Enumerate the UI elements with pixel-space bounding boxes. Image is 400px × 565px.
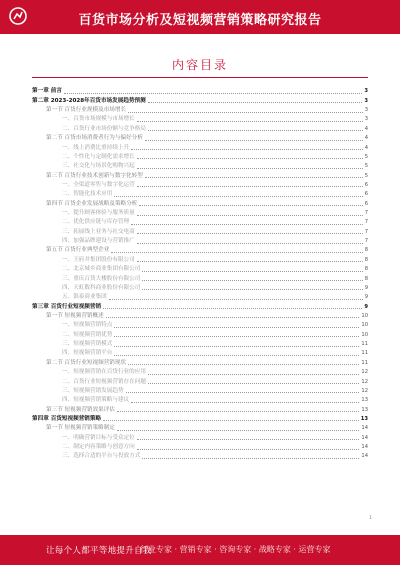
toc-entry-title: 二、短视频营销优势: [62, 331, 113, 338]
toc-leader-dots: [117, 411, 359, 412]
document-title: 百货市场分析及短视频营销策略研究报告: [78, 13, 322, 28]
toc-leader-dots: [131, 149, 363, 150]
toc-entry-title: 四、短视频营销平台: [62, 350, 113, 357]
toc-leader-dots: [114, 196, 362, 197]
toc-entry-page: 10: [361, 322, 368, 329]
toc-leader-dots: [64, 93, 362, 94]
toc-entry-title: 五、银泰商业集团: [62, 294, 107, 301]
toc-entry-title: 第一节 短视频营销策略制定: [46, 425, 115, 432]
toc-entry-title: 第四节 百货企业发展战略及策略分析: [46, 200, 138, 207]
toc-entry-title: 三、短视频营销模式: [62, 341, 113, 348]
toc-leader-dots: [137, 449, 360, 450]
toc-entry[interactable]: [32, 414, 368, 423]
toc-leader-dots: [148, 374, 359, 375]
toc-entry[interactable]: [32, 386, 368, 395]
toc-leader-dots: [148, 383, 359, 384]
toc-entry-title: 一、全渠道零售与数字化运营: [62, 181, 135, 188]
footer-tags: 行业专家 · 营销专家 · 咨询专家 · 战略专家 · 运营专家: [140, 545, 331, 554]
toc-entry-page: 8: [364, 247, 368, 254]
toc-entry-title: 三、短视频营销发展趋势: [62, 387, 124, 394]
toc-entry-page: 14: [361, 453, 368, 460]
toc-entry-title: 一、短视频营销在百货行业的应用: [62, 369, 146, 376]
toc-entry-page: 3: [364, 88, 368, 95]
toc-entry-title: 一、王府井集团股份有限公司: [62, 256, 135, 263]
toc-leader-dots: [142, 280, 362, 281]
toc-entry[interactable]: [32, 208, 368, 217]
toc-entry[interactable]: [32, 395, 368, 404]
toc-entry-title: 三、社交化与场景化购物兴起: [62, 163, 135, 170]
toc-leader-dots: [114, 327, 359, 328]
toc-leader-dots: [114, 355, 359, 356]
toc-leader-dots: [137, 261, 363, 262]
footer-banner: [0, 535, 400, 565]
toc-entry-title: 第三节 短视频营销效果评估: [46, 406, 115, 413]
toc-entry-title: 二、制定内容策略与创意方向: [62, 444, 135, 451]
toc-entry[interactable]: [32, 236, 368, 245]
toc-entry[interactable]: [32, 198, 368, 207]
toc-entry-title: 四、短视频营销策略与建议: [62, 397, 130, 404]
toc-leader-dots: [145, 177, 363, 178]
toc-entry[interactable]: [32, 170, 368, 179]
toc-entry[interactable]: [32, 133, 368, 142]
page-number: 1: [369, 516, 372, 521]
toc-entry-page: 7: [364, 238, 368, 245]
toc-leader-dots: [142, 458, 359, 459]
toc-entry[interactable]: [32, 442, 368, 451]
toc-entry[interactable]: [32, 161, 368, 170]
toc-entry-title: 第一章 前言: [32, 88, 62, 95]
toc-entry[interactable]: [32, 123, 368, 132]
toc-entry-title: 二、北京城乡商业集团有限公司: [62, 266, 141, 273]
toc-entry-page: 14: [361, 425, 368, 432]
toc-entry-page: 9: [364, 294, 368, 301]
toc-leader-dots: [137, 233, 363, 234]
toc-entry[interactable]: [32, 432, 368, 441]
toc-leader-dots: [137, 168, 363, 169]
toc-entry-page: 10: [361, 331, 368, 338]
toc-entry-page: 13: [360, 415, 368, 422]
toc-leader-dots: [128, 112, 363, 113]
toc-entry-page: 13: [361, 406, 368, 413]
toc-entry[interactable]: [32, 254, 368, 263]
toc-entry-page: 8: [364, 266, 368, 273]
toc-entry-page: 7: [364, 228, 368, 235]
toc-entry-title: 三、拓展线上业务与社交电商: [62, 228, 135, 235]
toc-entry[interactable]: [32, 329, 368, 338]
toc-entry-page: 14: [361, 444, 368, 451]
toc-entry-page: 11: [361, 341, 368, 348]
toc-entry-page: 8: [364, 275, 368, 282]
toc-entry[interactable]: [32, 367, 368, 376]
toc-entry-title: 第二节 百货市场消费者行为与偏好分析: [46, 135, 143, 142]
toc-entry-page: 10: [361, 312, 368, 319]
toc-entry-page: 7: [364, 210, 368, 217]
toc-entry-page: 4: [364, 125, 368, 132]
toc-leader-dots: [128, 364, 359, 365]
toc-entry-page: 11: [361, 350, 368, 357]
toc-entry-page: 3: [364, 107, 368, 114]
toc-entry-page: 8: [364, 256, 368, 263]
toc-entry-page: 6: [364, 181, 368, 188]
toc-entry-title: 四、加强品牌建设与营销推广: [62, 238, 135, 245]
toc-entry[interactable]: [32, 273, 368, 282]
toc-entry[interactable]: [32, 311, 368, 320]
toc-leader-dots: [148, 130, 363, 131]
toc-entry[interactable]: [32, 339, 368, 348]
toc-entry[interactable]: [32, 357, 368, 366]
toc-entry-title: 第五节 百货行业典型企业: [46, 247, 110, 254]
toc-entry-page: 5: [364, 163, 368, 170]
toc-entry[interactable]: [32, 114, 368, 123]
toc-entry-title: 一、提升顾客体验与服务质量: [62, 210, 135, 217]
toc-entry-page: 9: [364, 303, 368, 310]
toc-entry-page: 12: [361, 387, 368, 394]
toc-entry-title: 第二章 2023-2028年百货市场发展趋势预测: [32, 97, 146, 104]
toc-entry[interactable]: [32, 264, 368, 273]
toc-leader-dots: [103, 308, 362, 309]
toc-entry[interactable]: [32, 451, 368, 460]
toc-leader-dots: [114, 336, 359, 337]
toc-entry-title: 二、百货行业短视频营销存在问题: [62, 378, 146, 385]
toc-leader-dots: [106, 317, 360, 318]
heading-divider: [32, 77, 368, 78]
toc-entry-page: 3: [364, 97, 368, 104]
toc-leader-dots: [131, 402, 359, 403]
toc-entry-title: 二、智能化技术应用: [62, 191, 113, 198]
toc-entry-page: 12: [361, 378, 368, 385]
toc-leader-dots: [137, 186, 363, 187]
toc-entry[interactable]: [32, 180, 368, 189]
toc-entry-title: 二、优化供应链与库存管理: [62, 219, 130, 226]
toc-leader-dots: [137, 215, 363, 216]
toc-leader-dots: [137, 439, 360, 440]
toc-entry[interactable]: [32, 301, 368, 310]
toc-leader-dots: [137, 243, 363, 244]
toc-entry-title: 二、百货行业市场份额与竞争格局: [62, 125, 146, 132]
toc-entry[interactable]: [32, 217, 368, 226]
toc-entry-title: 一、短视频营销特点: [62, 322, 113, 329]
toc-entry-page: 12: [361, 369, 368, 376]
toc-entry-title: 第三章 百货行业短视频营销: [32, 303, 102, 310]
toc-leader-dots: [139, 205, 362, 206]
toc-entry-page: 5: [364, 153, 368, 160]
toc-leader-dots: [126, 392, 360, 393]
toc-leader-dots: [114, 346, 359, 347]
toc-leader-dots: [103, 420, 359, 421]
toc-leader-dots: [148, 102, 363, 103]
toc-entry[interactable]: [32, 320, 368, 329]
toc-heading: 内容目录: [171, 58, 228, 72]
toc-entry-title: 第三节 百货行业技术创新与数字化转型: [46, 172, 143, 179]
toc-entry[interactable]: [32, 95, 368, 104]
toc-entry-title: 一、明确营销目标与受众定位: [62, 434, 135, 441]
toc-entry-page: 4: [364, 135, 368, 142]
toc-entry-title: 第一节 短视频营销概述: [46, 312, 104, 319]
toc-entry-page: 11: [361, 359, 368, 366]
toc-entry[interactable]: [32, 152, 368, 161]
toc-leader-dots: [142, 289, 362, 290]
toc-entry-title: 三、选择合适的平台与投放方式: [62, 453, 141, 460]
toc-leader-dots: [109, 299, 363, 300]
toc-leader-dots: [137, 158, 363, 159]
toc-entry[interactable]: [32, 292, 368, 301]
toc-entry-page: 6: [364, 191, 368, 198]
toc-entry-title: 三、重庆百货大楼股份有限公司: [62, 275, 141, 282]
toc-entry-page: 6: [364, 200, 368, 207]
toc-entry[interactable]: [32, 189, 368, 198]
toc-leader-dots: [145, 140, 363, 141]
toc-entry-page: 5: [364, 172, 368, 179]
toc-entry[interactable]: [32, 226, 368, 235]
toc-entry-title: 四、天虹数科商业股份有限公司: [62, 284, 141, 291]
toc-entry-title: 一、线上消费比重持续上升: [62, 144, 130, 151]
toc-leader-dots: [137, 121, 363, 122]
toc-entry-page: 3: [364, 116, 368, 123]
toc-entry[interactable]: [32, 142, 368, 151]
toc-entry-title: 第一节 百货行业规模及市场增长: [46, 107, 127, 114]
toc-entry-page: 14: [361, 434, 368, 441]
toc-entry-title: 二、个性化与定制化需求增长: [62, 153, 135, 160]
toc-entry-page: 7: [364, 219, 368, 226]
toc-entry-page: 13: [361, 397, 368, 404]
toc-entry-page: 4: [364, 144, 368, 151]
toc-leader-dots: [117, 430, 359, 431]
toc-entry-title: 第二节 百货行业短视频营销现状: [46, 359, 127, 366]
toc-entry[interactable]: [32, 245, 368, 254]
toc-leader-dots: [131, 224, 363, 225]
toc-entry[interactable]: [32, 376, 368, 385]
toc-entry-title: 一、百货市场规模与市场增长: [62, 116, 135, 123]
toc-leader-dots: [111, 252, 362, 253]
toc-entry[interactable]: [32, 105, 368, 114]
toc-entry-page: 9: [364, 284, 368, 291]
footer-slogan: 让每个人都平等地提升自我: [46, 546, 152, 556]
toc-entry[interactable]: [32, 86, 368, 95]
header-banner: [0, 0, 400, 34]
toc-entry-title: 第四章 百货短视频营销策略: [32, 415, 102, 422]
toc-entry[interactable]: [32, 404, 368, 413]
table-of-contents: [32, 86, 368, 460]
toc-leader-dots: [142, 271, 362, 272]
toc-entry[interactable]: [32, 423, 368, 432]
toc-entry[interactable]: [32, 283, 368, 292]
toc-entry[interactable]: [32, 348, 368, 357]
